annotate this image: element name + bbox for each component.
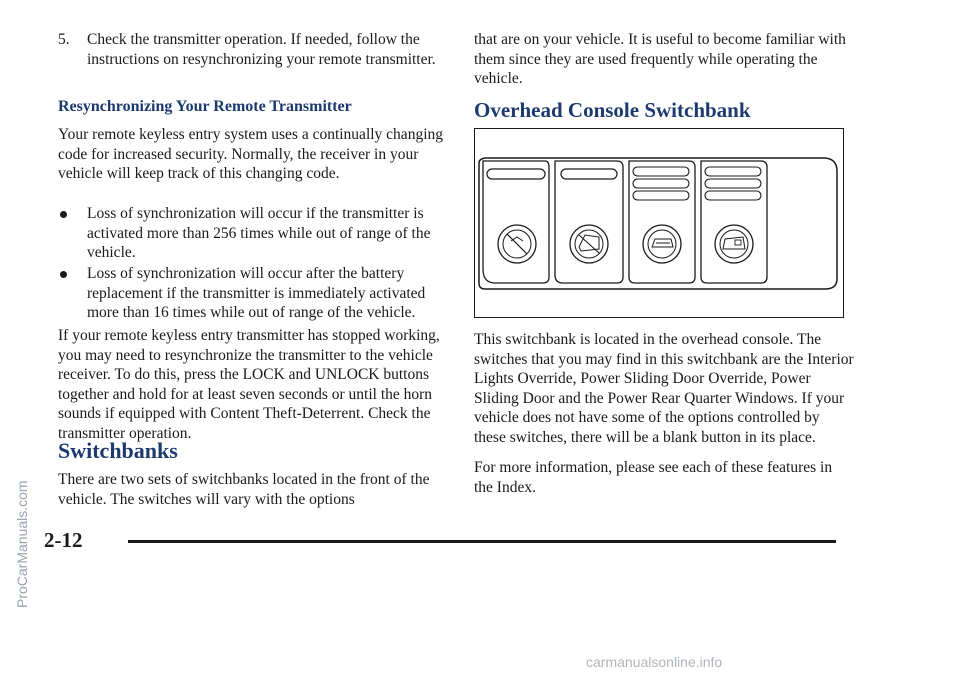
more-info: For more information, please see each of these features in the Index. <box>474 459 833 496</box>
footer-watermark: carmanualsonline.info <box>586 654 723 670</box>
left-column <box>58 0 450 676</box>
bullet-icon <box>60 271 67 278</box>
footer-rule <box>128 540 836 543</box>
switch-2 <box>555 161 623 283</box>
resync-heading: Resynchronizing Your Remote Transmitter <box>58 98 352 115</box>
overhead-body: This switchbank is located in the overhead console. The switches that you may find in this switchbank are the Interior Lights Override, Power Sliding Door Override, Power Sliding Door and the Power Rear Quarter Windows. If your vehicle does not have some of the options controlled by these switches, there will be a blank button in its place. <box>474 331 854 446</box>
switchbanks-heading: Switchbanks <box>58 438 178 463</box>
side-watermark <box>14 480 36 628</box>
watermark-text: ProCarManuals.com <box>14 480 30 608</box>
resync-body: If your remote keyless entry transmitter has stopped working, you may need to resynchronize the transmitter to the vehicle receiver. To do this, press the LOCK and UNLOCK buttons together and hold for at least seven seconds or until the horn sounds if equipped with Content Theft-Deterrent. Check the transmitter operation. <box>58 327 440 442</box>
switch-3 <box>629 161 695 283</box>
page-number: 2-12 <box>44 528 83 552</box>
overhead-heading: Overhead Console Switchbank <box>474 98 751 122</box>
bullet-text: Loss of synchronization will occur if the transmitter is activated more than 256 times while out of range of the vehicle. <box>87 205 431 261</box>
step-number: 5. <box>58 31 70 48</box>
step-5 <box>58 30 450 69</box>
bullet-item <box>58 204 450 263</box>
step-text: Check the transmitter operation. If needed, follow the instructions on resynchronizing your remote transmitter. <box>87 31 436 68</box>
switch-1 <box>483 161 549 283</box>
right-column <box>474 0 854 676</box>
bullet-text: Loss of synchronization will occur after the battery replacement if the transmitter is immediately activated more than 16 times while out of range of the vehicle. <box>87 265 426 321</box>
bullet-icon <box>60 211 67 218</box>
bullet-item <box>58 264 450 323</box>
console-outline <box>479 158 837 289</box>
resync-intro: Your remote keyless entry system uses a continually changing code for increased security. Normally, the receiver in your vehicle will keep track of this changing code. <box>58 126 443 182</box>
continued-text: that are on your vehicle. It is useful to become familiar with them since they are used frequently while operating the vehicle. <box>474 31 846 87</box>
switchbank-drawing <box>475 129 843 317</box>
switchbanks-intro: There are two sets of switchbanks located in the front of the vehicle. The switches will vary with the options <box>58 471 430 508</box>
switch-4 <box>701 161 767 283</box>
switchbank-illustration <box>474 128 844 318</box>
